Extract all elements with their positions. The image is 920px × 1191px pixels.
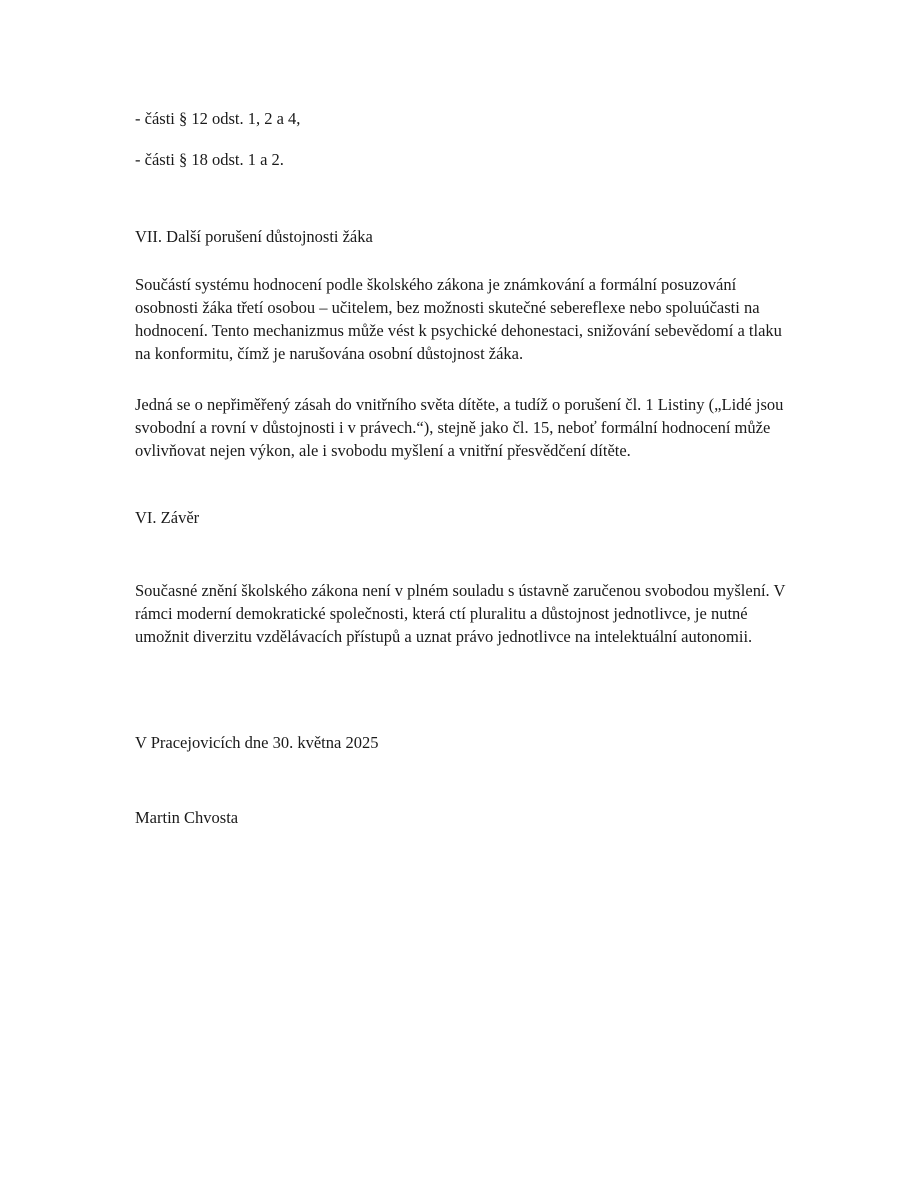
paragraph-conclusion: Současné znění školského zákona není v plném souladu s ústavně zaručenou svobodou myšlení. V rámci moderní demokratické společnosti, která ctí pluralitu a důstojnost jednotlivce, je nutné umožnit diverzitu vzdělávacích přístupů a uznat právo jednotlivce na intelektuální autonomii.	[135, 581, 786, 646]
paragraph-charter-violation: Jedná se o nepřiměřený zásah do vnitřního světa dítěte, a tudíž o porušení čl. 1 Listiny („Lidé jsou svobodní a rovní v důstojnosti i v právech.“), stejně jako čl. 15, neboť formální hodnocení může ovlivňovat nejen výkon, ale i svobodu myšlení a vnitřní přesvědčení dítěte.	[135, 395, 784, 460]
paragraph-grading-dignity: Součástí systému hodnocení podle školského zákona je známkování a formální posuzování osobnosti žáka třetí osobou – učitelem, bez možnosti skutečné sebereflexe nebo spoluúčasti na hodnocení. Tento mechanizmus může vést k psychické dehonestaci, snižování sebevědomí a tlaku na konformitu, čímž je narušována osobní důstojnost žáka.	[135, 275, 782, 363]
section-heading-conclusion: VI. Závěr	[135, 508, 200, 527]
section-heading-vii: VII. Další porušení důstojnosti žáka	[135, 227, 373, 246]
list-item: - části § 12 odst. 1, 2 a 4,	[135, 109, 301, 128]
list-item: - části § 18 odst. 1 a 2.	[135, 150, 284, 169]
place-and-date: V Pracejovicích dne 30. května 2025	[135, 733, 379, 752]
signature-name: Martin Chvosta	[135, 808, 239, 827]
